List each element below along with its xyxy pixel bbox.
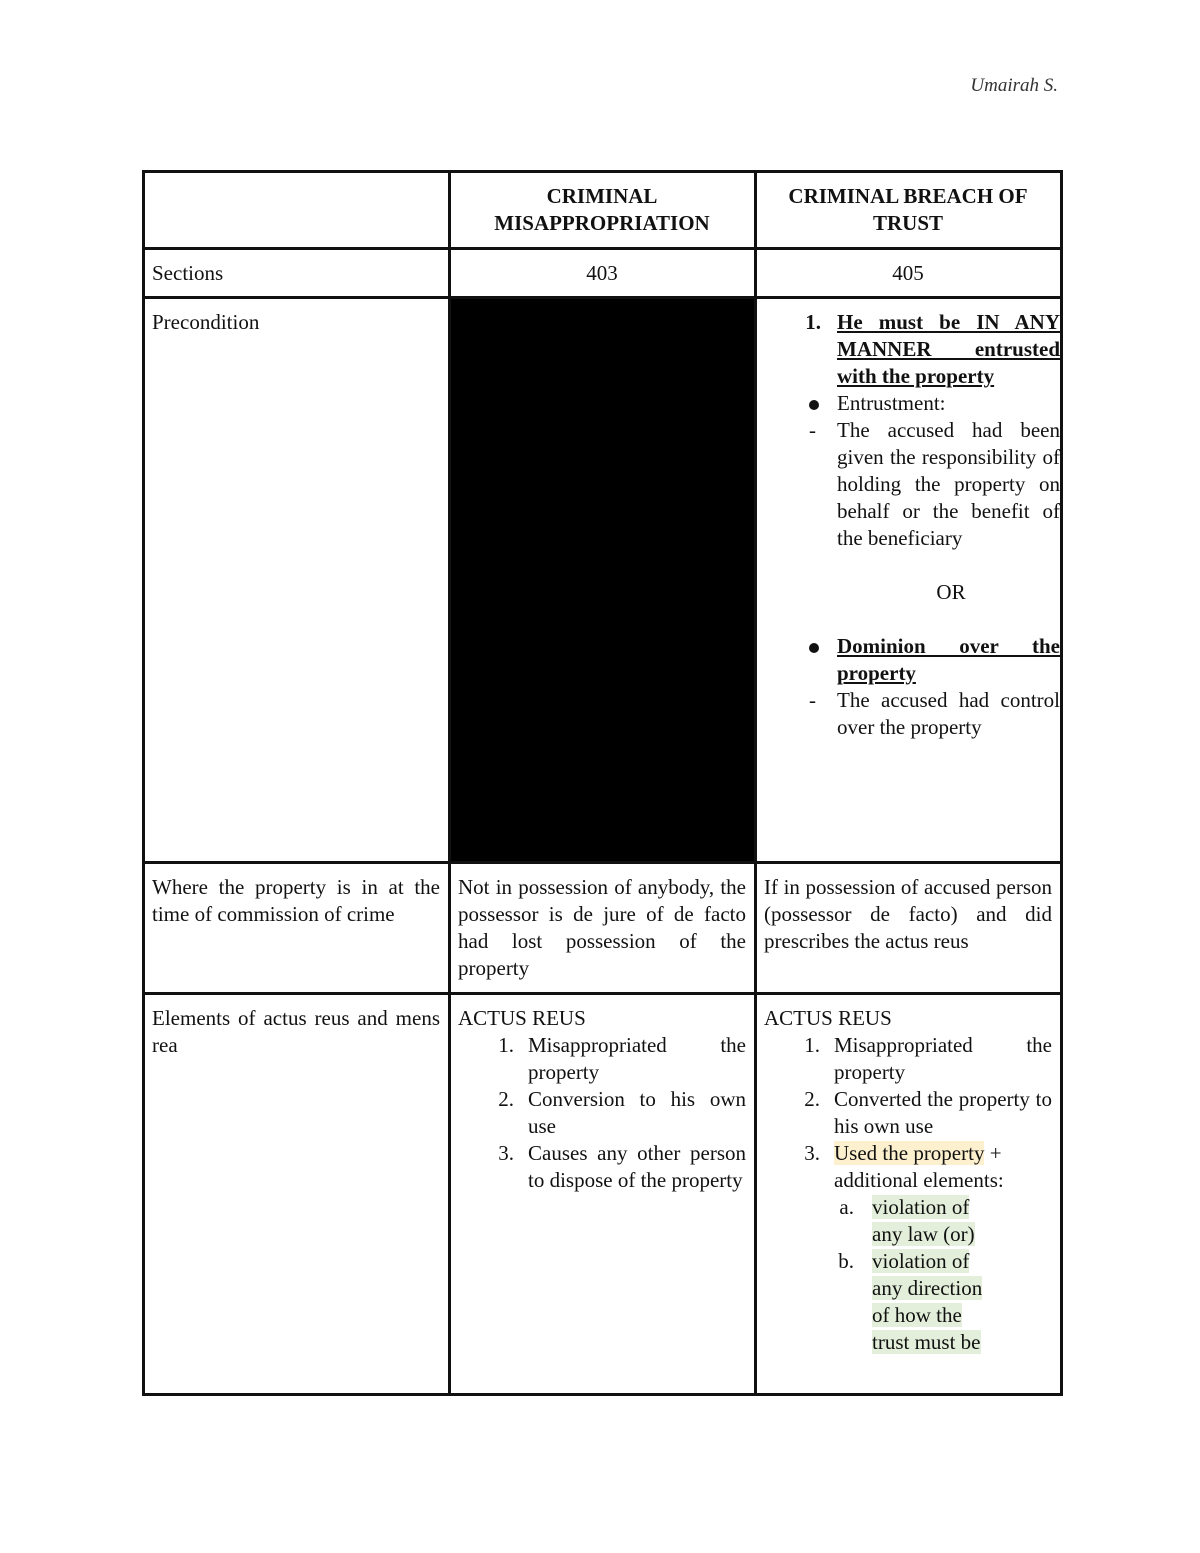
sections-cm-value: 403 [450,249,756,298]
sections-cbt-value: 405 [756,249,1062,298]
entrustment-label: Entrustment: [837,391,946,415]
highlighted-text: Used the property [834,1141,985,1165]
entrusted-requirement: He must be IN ANY MANNER entrusted with the property [837,310,1060,388]
dominion-description: The accused had control over the property [837,688,1060,739]
highlighted-text: violation of any direction of how the trust must be [872,1249,983,1354]
list-item: 1. Misappropriated the property [498,1033,746,1084]
where-cbt-text: If in possession of accused person (possessor de facto) and did prescribes the actus reus [756,863,1062,994]
where-row [144,863,1062,994]
sections-row [144,249,1062,298]
dominion-bullet [802,633,1060,687]
or-separator: OR [936,580,966,604]
list-item: 2. Conversion to his own use [498,1087,746,1138]
bullet-icon [809,643,819,653]
header-criminal-breach-of-trust: CRIMINAL BREACH OF TRUST [756,172,1062,249]
list-item: 1. Misappropriated the property [804,1033,1052,1084]
precondition-row [144,298,1062,863]
precondition-label: Precondition [144,298,450,863]
dash-marker: - [809,418,816,442]
dominion-desc-row [802,687,1060,741]
list-item: 3. Used the property + additional elements: [804,1141,1004,1192]
header-criminal-misappropriation: CRIMINAL MISAPPROPRIATION [450,172,756,249]
actus-reus-heading: ACTUS REUS [458,1006,586,1030]
elements-cm-cell [450,994,756,1395]
elements-label: Elements of actus reus and mens rea [144,994,450,1395]
dominion-label: Dominion over the property [837,634,1060,685]
author-name: Umairah S. [970,75,1058,96]
list-item: 3. Causes any other person to dispose of the property [498,1141,746,1192]
entrustment-desc-row [802,417,1060,552]
comparison-table [142,170,1063,1396]
sections-label: Sections [144,249,450,298]
entrustment-description: The accused had been given the responsibility of holding the property on behalf or the benefit of the beneficiary [837,418,1060,550]
sub-list-item: b. violation of any direction of how the trust must be [838,1249,983,1354]
redacted-block [450,298,756,863]
where-cm-text: Not in possession of anybody, the possessor is de jure of de facto had lost possession of the property [450,863,756,994]
precondition-cbt-cell [756,298,1062,863]
item-number: 1. [805,310,821,334]
list-item: 2. Converted the property to his own use [804,1087,1052,1138]
dash-marker: - [809,688,816,712]
precondition-item-1 [802,309,1060,390]
where-label: Where the property is in at the time of commission of crime [144,863,450,994]
sub-list-item: a. violation of any law (or) [839,1195,975,1246]
elements-cbt-cell [756,994,1062,1395]
header-empty-cell [144,172,450,249]
header-row [144,172,1062,249]
actus-reus-heading: ACTUS REUS [764,1006,892,1030]
entrustment-bullet [802,390,1060,417]
highlighted-text: violation of any law (or) [872,1195,975,1246]
bullet-icon [809,400,819,410]
elements-row [144,994,1062,1395]
